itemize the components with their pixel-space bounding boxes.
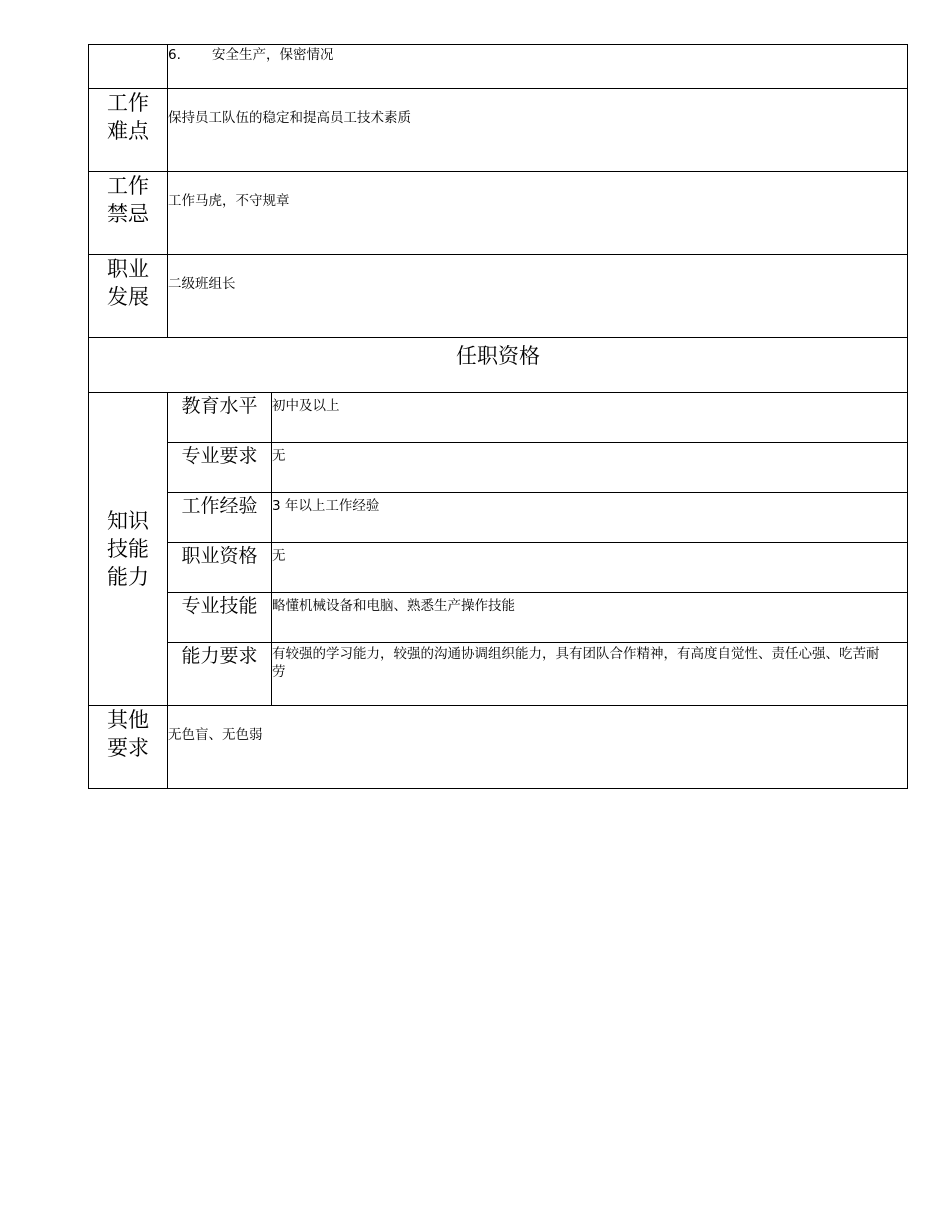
ability-label: 能力要求 [168,643,272,706]
qualification-row [89,643,908,706]
career-value [168,255,908,338]
group-label-line1: 知识 [107,509,149,533]
skills-value: 略懂机械设备和电脑、熟悉生产操作技能 [272,593,908,643]
continuation-row [89,45,908,89]
career-row [89,255,908,338]
major-label: 专业要求 [168,443,272,493]
difficulty-text: 保持员工队伍的稳定和提高员工技术素质 [168,110,411,126]
difficulty-label-line1: 工作 [107,91,149,115]
other-label-line1: 其他 [107,708,149,732]
qualification-row [89,493,908,543]
list-item-text: 安全生产，保密情况 [212,47,334,63]
difficulty-label-line2: 难点 [107,119,149,143]
ability-value: 有较强的学习能力，较强的沟通协调组织能力，具有团队合作精神，有高度自觉性、责任心强、吃苦耐劳 [272,643,908,706]
knowledge-skills-label [89,393,168,706]
major-value: 无 [272,443,908,493]
career-label-line2: 发展 [107,285,149,309]
taboo-label-line2: 禁忌 [107,202,149,226]
continuation-label-cell [89,45,168,89]
taboo-value [168,172,908,255]
qualification-row [89,543,908,593]
taboo-text: 工作马虎，不守规章 [168,193,290,209]
career-label [89,255,168,338]
career-text: 二级班组长 [168,276,236,292]
list-item-number: 6. [168,47,181,63]
job-description-table [88,44,908,789]
skills-label: 专业技能 [168,593,272,643]
experience-label: 工作经验 [168,493,272,543]
career-label-line1: 职业 [107,257,149,281]
taboo-label [89,172,168,255]
qualification-row [89,593,908,643]
other-label [89,706,168,789]
difficulty-row [89,89,908,172]
difficulty-label [89,89,168,172]
other-row [89,706,908,789]
continuation-content [168,45,908,89]
qualification-row [89,393,908,443]
difficulty-value [168,89,908,172]
taboo-row [89,172,908,255]
education-value: 初中及以上 [272,393,908,443]
other-value [168,706,908,789]
other-label-line2: 要求 [107,736,149,760]
education-label: 教育水平 [168,393,272,443]
certification-label: 职业资格 [168,543,272,593]
taboo-label-line1: 工作 [107,174,149,198]
section-title: 任职资格 [89,338,908,393]
group-label-line2: 技能 [107,537,149,561]
certification-value: 无 [272,543,908,593]
other-text: 无色盲、无色弱 [168,727,263,743]
experience-value: 3 年以上工作经验 [272,493,908,543]
qualification-row [89,443,908,493]
qualifications-title-row [89,338,908,393]
group-label-line3: 能力 [107,565,149,589]
